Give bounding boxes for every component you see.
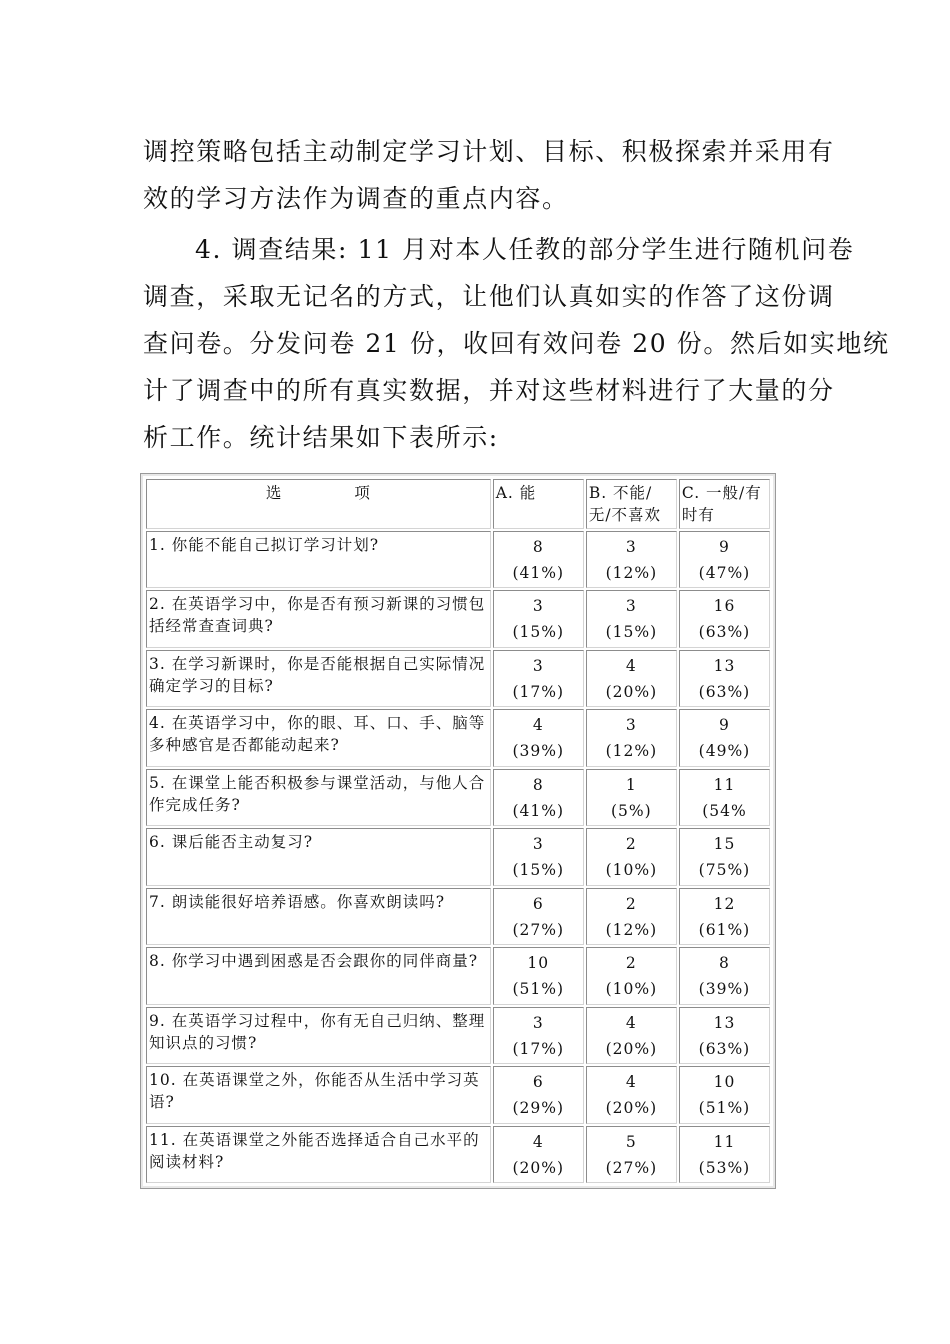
answer-percent: (5%): [611, 801, 652, 820]
text-line: 调查，采取无记名的方式，让他们认真如实的作答了这份调: [143, 282, 835, 311]
answer-c-cell: [679, 709, 770, 766]
answer-count: 4: [625, 1073, 637, 1092]
table-row: [146, 1007, 770, 1064]
answer-percent: (63%): [698, 682, 751, 701]
answer-a-cell: [493, 531, 584, 588]
answer-c-cell: [679, 1007, 770, 1064]
answer-b-cell: [586, 590, 677, 647]
question-cell: 11. 在英语课堂之外能否选择适合自己水平的阅读材料?: [146, 1126, 491, 1183]
question-cell: 2. 在英语学习中，你是否有预习新课的习惯包括经常查查词典?: [146, 590, 491, 647]
answer-b-cell: [586, 531, 677, 588]
answer-count: 13: [713, 656, 736, 675]
text-line: 调控策略包括主动制定学习计划、目标、积极探索并采用有: [143, 137, 835, 166]
question-cell: 9. 在英语学习过程中，你有无自己归纳、整理知识点的习惯?: [146, 1007, 491, 1064]
text-line: 效的学习方法作为调查的重点内容。: [143, 184, 569, 213]
table-row: [146, 828, 770, 885]
answer-percent: (20%): [605, 1039, 658, 1058]
answer-c-cell: [679, 1066, 770, 1123]
answer-count: 9: [719, 716, 730, 735]
answer-percent: (29%): [512, 1099, 565, 1118]
answer-percent: (15%): [605, 623, 658, 642]
answer-count: 8: [532, 775, 544, 794]
answer-percent: (39%): [698, 980, 751, 999]
answer-percent: (20%): [605, 1099, 658, 1118]
answer-percent: (20%): [605, 682, 658, 701]
answer-count: 1: [625, 775, 637, 794]
answer-percent: (15%): [512, 861, 565, 880]
answer-b-cell: [586, 828, 677, 885]
answer-percent: (41%): [512, 801, 565, 820]
answer-c-cell: [679, 650, 770, 707]
question-cell: 3. 在学习新课时，你是否能根据自己实际情况确定学习的目标?: [146, 650, 491, 707]
table-row: [146, 531, 770, 588]
answer-b-cell: [586, 650, 677, 707]
answer-percent: (54%: [702, 801, 747, 820]
answer-count: 6: [532, 1073, 544, 1092]
header-col-a: A. 能: [493, 479, 584, 529]
header-col-c: C. 一般/有时有: [679, 479, 770, 529]
answer-percent: (61%): [698, 920, 751, 939]
table-row: [146, 709, 770, 766]
question-cell: 6. 课后能否主动复习?: [146, 828, 491, 885]
answer-a-cell: [493, 1007, 584, 1064]
answer-a-cell: [493, 888, 584, 945]
answer-c-cell: [679, 769, 770, 826]
answer-c-cell: [679, 888, 770, 945]
answer-count: 3: [625, 597, 637, 616]
answer-count: 10: [527, 954, 550, 973]
answer-c-cell: [679, 947, 770, 1004]
answer-count: 11: [713, 775, 736, 794]
text-line: 查问卷。分发问卷 21 份，收回有效问卷 20 份。然后如实地统: [143, 329, 890, 358]
text-line: 4. 调查结果: 11 月对本人任教的部分学生进行随机问卷: [195, 235, 855, 264]
answer-count: 4: [532, 716, 544, 735]
answer-count: 16: [713, 597, 736, 616]
question-cell: 4. 在英语学习中，你的眼、耳、口、手、脑等多种感官是否都能动起来?: [146, 709, 491, 766]
answer-percent: (10%): [605, 861, 658, 880]
answer-percent: (15%): [512, 623, 565, 642]
table-row: [146, 769, 770, 826]
table-row: [146, 947, 770, 1004]
question-cell: 1. 你能不能自己拟订学习计划?: [146, 531, 491, 588]
answer-percent: (53%): [698, 1158, 751, 1177]
answer-a-cell: [493, 650, 584, 707]
text-line: 析工作。统计结果如下表所示:: [143, 423, 499, 452]
results-paragraph: [143, 226, 890, 461]
answer-b-cell: [586, 888, 677, 945]
table-row: [146, 1126, 770, 1183]
answer-percent: (17%): [512, 1039, 565, 1058]
answer-count: 3: [625, 538, 637, 556]
answer-count: 4: [625, 1013, 637, 1032]
answer-b-cell: [586, 947, 677, 1004]
answer-percent: (47%): [698, 564, 751, 582]
intro-paragraph: [143, 128, 835, 222]
answer-percent: (27%): [605, 1158, 658, 1177]
answer-count: 13: [713, 1013, 736, 1032]
answer-count: 5: [625, 1132, 637, 1151]
answer-percent: (12%): [605, 564, 658, 582]
answer-c-cell: [679, 531, 770, 588]
answer-count: 2: [625, 835, 637, 854]
answer-b-cell: [586, 769, 677, 826]
answer-percent: (27%): [512, 920, 565, 939]
answer-percent: (12%): [605, 742, 658, 761]
answer-a-cell: [493, 590, 584, 647]
answer-count: 15: [713, 835, 736, 854]
answer-percent: (63%): [698, 1039, 751, 1058]
question-cell: 7. 朗读能很好培养语感。你喜欢朗读吗?: [146, 888, 491, 945]
answer-count: 3: [532, 835, 544, 854]
answer-count: 3: [625, 716, 637, 735]
answer-count: 4: [625, 656, 637, 675]
answer-count: 2: [625, 894, 637, 913]
answer-c-cell: [679, 828, 770, 885]
answer-b-cell: [586, 1066, 677, 1123]
survey-results-table: [140, 473, 776, 1189]
answer-count: 4: [532, 1132, 544, 1151]
answer-count: 3: [532, 597, 544, 616]
header-col-b: B. 不能/无/不喜欢: [586, 479, 677, 529]
question-cell: 5. 在课堂上能否积极参与课堂活动，与他人合作完成任务?: [146, 769, 491, 826]
answer-b-cell: [586, 1126, 677, 1183]
table-header-row: [146, 479, 770, 529]
answer-percent: (51%): [698, 1099, 751, 1118]
answer-count: 11: [713, 1132, 736, 1151]
question-cell: 8. 你学习中遇到困惑是否会跟你的同伴商量?: [146, 947, 491, 1004]
answer-count: 9: [719, 538, 730, 556]
answer-count: 10: [713, 1073, 736, 1092]
answer-count: 3: [532, 656, 544, 675]
answer-percent: (49%): [698, 742, 751, 761]
table-row: [146, 1066, 770, 1123]
answer-percent: (10%): [605, 980, 658, 999]
table-row: [146, 888, 770, 945]
answer-b-cell: [586, 1007, 677, 1064]
answer-percent: (75%): [698, 861, 751, 880]
answer-percent: (41%): [512, 564, 565, 582]
answer-count: 8: [719, 954, 730, 973]
answer-percent: (51%): [512, 980, 565, 999]
answer-count: 2: [625, 954, 637, 973]
answer-a-cell: [493, 709, 584, 766]
header-item-label: 项: [354, 484, 371, 502]
answer-c-cell: [679, 590, 770, 647]
answer-a-cell: [493, 769, 584, 826]
header-item: [146, 479, 491, 529]
table-row: [146, 650, 770, 707]
answer-count: 12: [713, 894, 736, 913]
answer-count: 6: [532, 894, 544, 913]
answer-count: 8: [532, 538, 544, 556]
answer-b-cell: [586, 709, 677, 766]
text-line: 计了调查中的所有真实数据，并对这些材料进行了大量的分: [143, 376, 835, 405]
answer-percent: (63%): [698, 623, 751, 642]
answer-c-cell: [679, 1126, 770, 1183]
table-row: [146, 590, 770, 647]
header-item-label: 选: [265, 484, 283, 502]
answer-percent: (39%): [512, 742, 565, 761]
answer-a-cell: [493, 947, 584, 1004]
answer-percent: (17%): [512, 682, 565, 701]
answer-percent: (20%): [512, 1158, 565, 1177]
answer-count: 3: [532, 1013, 544, 1032]
answer-a-cell: [493, 1126, 584, 1183]
question-cell: 10. 在英语课堂之外，你能否从生活中学习英语?: [146, 1066, 491, 1123]
answer-percent: (12%): [605, 920, 658, 939]
answer-a-cell: [493, 1066, 584, 1123]
answer-a-cell: [493, 828, 584, 885]
